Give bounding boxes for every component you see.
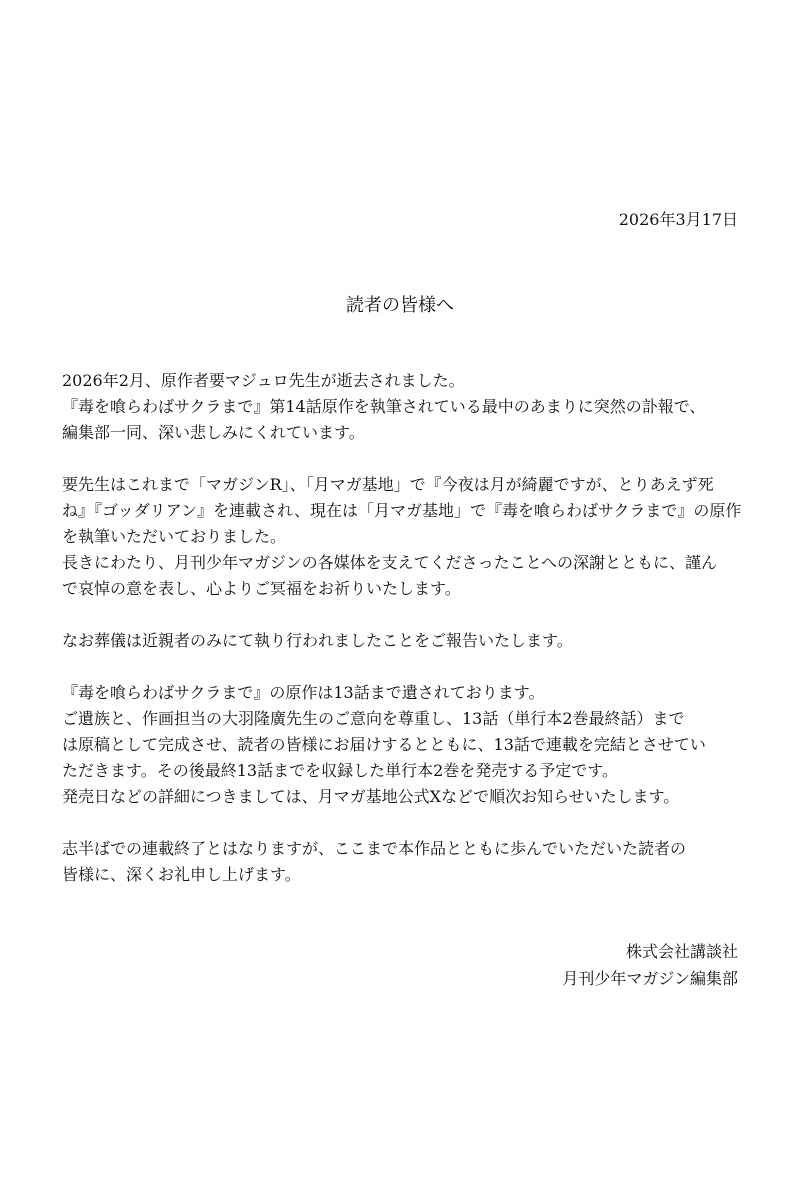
body-line: 皆様に、深くお礼申し上げます。 [62,865,301,884]
body-line: 2026年2月、原作者要マジュロ先生が逝去されました。 [62,371,465,390]
body-line: ね』『ゴッダリアン』を連載され、現在は「月マガ基地」で『毒を喰らわばサクラまで』の原作 [62,501,742,520]
body-line: 志半ばでの連載終了とはなりますが、ここまで本作品とともに歩んでいただいた読者の [62,839,687,858]
paragraph-announcement [62,368,746,446]
paragraph-closing [62,836,746,888]
body-line: 『毒を喰らわばサクラまで』第14話原作を執筆されている最中のあまりに突然の訃報で、 [62,397,706,416]
document-body [62,368,746,914]
paragraph-serialization [62,680,746,810]
body-line: 要先生はこれまで「マガジンR」、「月マガ基地」で『今夜は月が綺麗ですが、とりあえず死 [62,475,714,494]
paragraph-funeral [62,628,746,654]
body-line: 発売日などの詳細につきましては、月マガ基地公式Xなどで順次お知らせいたします。 [62,787,680,806]
body-line: 『毒を喰らわばサクラまで』の原作は13話まで遺されております。 [62,683,545,702]
signature-company: 株式会社講談社 [625,942,738,961]
signature-block [562,938,738,992]
document-title: 読者の皆様へ [346,295,454,316]
body-line: は原稿として完成させ、読者の皆様にお届けするとともに、13話で連載を完結とさせてい [62,735,706,754]
body-line: を執筆いただいておりました。 [62,527,287,546]
body-line: ご遺族と、作画担当の大羽隆廣先生のご意向を尊重し、13話（単行本2巻最終話）まで [62,709,685,728]
body-line: で哀悼の意を表し、心よりご冥福をお祈りいたします。 [62,579,461,598]
body-line: 編集部一同、深い悲しみにくれています。 [62,423,365,442]
signature-department: 月刊少年マガジン編集部 [562,969,738,988]
document-date: 2026年3月17日 [618,210,738,229]
body-line: ただきます。その後最終13話までを収録した単行本2巻を発売する予定です。 [62,761,618,780]
paragraph-career [62,472,746,602]
body-line: なお葬儀は近親者のみにて執り行われましたことをご報告いたします。 [62,631,573,650]
body-line: 長きにわたり、月刊少年マガジンの各媒体を支えてくださったことへの深謝とともに、謹ん [62,553,717,572]
